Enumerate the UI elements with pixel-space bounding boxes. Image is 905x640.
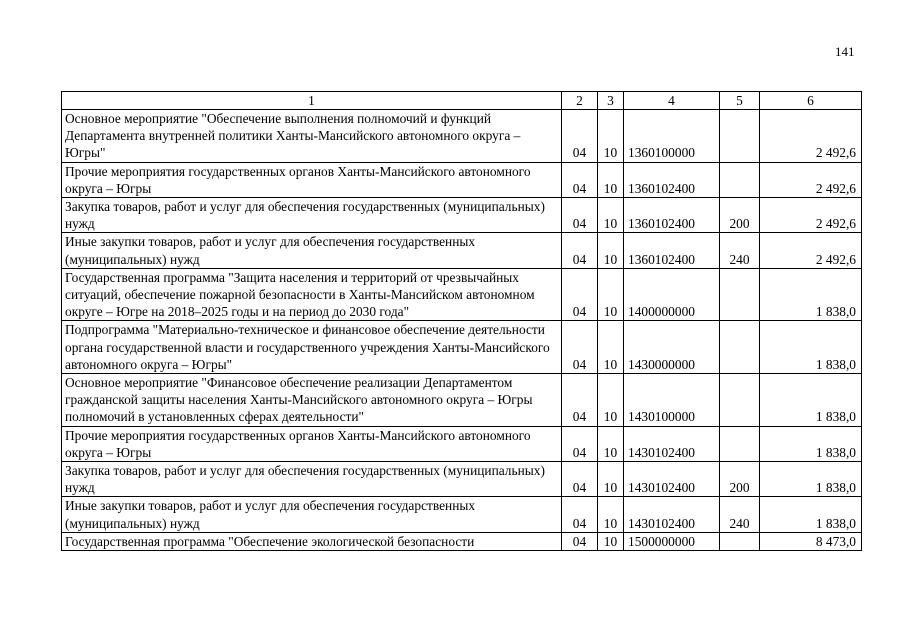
cell-amount: 8 473,0	[760, 532, 862, 550]
cell-subsection: 10	[598, 374, 624, 427]
table-row	[62, 497, 862, 532]
budget-table	[61, 91, 862, 551]
cell-section: 04	[562, 462, 598, 497]
cell-amount: 2 492,6	[760, 162, 862, 197]
column-header-target-code: 4	[624, 92, 720, 110]
cell-amount: 2 492,6	[760, 110, 862, 163]
cell-section: 04	[562, 497, 598, 532]
cell-amount: 1 838,0	[760, 426, 862, 461]
cell-target-code: 1430102400	[624, 462, 720, 497]
cell-name: Основное мероприятие "Финансовое обеспечение реализации Департаментом гражданской защиты населения Ханты-Мансийского автономного округа – Югры полномочий в установленных сферах деятельности"	[62, 374, 562, 427]
cell-name: Прочие мероприятия государственных органов Ханты-Мансийского автономного округа – Югры	[62, 162, 562, 197]
cell-subsection: 10	[598, 162, 624, 197]
cell-expense-type: 240	[720, 497, 760, 532]
cell-section: 04	[562, 374, 598, 427]
column-header-amount: 6	[760, 92, 862, 110]
cell-name: Государственная программа "Обеспечение экологической безопасности	[62, 532, 562, 550]
cell-name: Прочие мероприятия государственных органов Ханты-Мансийского автономного округа – Югры	[62, 426, 562, 461]
cell-section: 04	[562, 162, 598, 197]
cell-section: 04	[562, 321, 598, 374]
cell-section: 04	[562, 198, 598, 233]
cell-name: Закупка товаров, работ и услуг для обеспечения государственных (муниципальных) нужд	[62, 462, 562, 497]
cell-amount: 1 838,0	[760, 497, 862, 532]
cell-expense-type	[720, 532, 760, 550]
cell-amount: 1 838,0	[760, 374, 862, 427]
column-header-subsection: 3	[598, 92, 624, 110]
cell-amount: 1 838,0	[760, 462, 862, 497]
cell-target-code: 1360102400	[624, 162, 720, 197]
column-header-section: 2	[562, 92, 598, 110]
column-header-name: 1	[62, 92, 562, 110]
table-row	[62, 462, 862, 497]
cell-subsection: 10	[598, 321, 624, 374]
cell-name: Иные закупки товаров, работ и услуг для обеспечения государственных (муниципальных) нужд	[62, 233, 562, 268]
table-row	[62, 426, 862, 461]
cell-subsection: 10	[598, 233, 624, 268]
cell-subsection: 10	[598, 268, 624, 321]
cell-subsection: 10	[598, 110, 624, 163]
cell-amount: 2 492,6	[760, 233, 862, 268]
cell-target-code: 1360102400	[624, 198, 720, 233]
cell-expense-type	[720, 268, 760, 321]
cell-expense-type	[720, 321, 760, 374]
cell-subsection: 10	[598, 497, 624, 532]
cell-target-code: 1430100000	[624, 374, 720, 427]
cell-expense-type: 200	[720, 198, 760, 233]
table-row	[62, 233, 862, 268]
table-header-row	[62, 92, 862, 110]
cell-section: 04	[562, 233, 598, 268]
cell-subsection: 10	[598, 462, 624, 497]
cell-expense-type	[720, 110, 760, 163]
cell-amount: 2 492,6	[760, 198, 862, 233]
cell-section: 04	[562, 268, 598, 321]
cell-name: Основное мероприятие "Обеспечение выполнения полномочий и функций Департамента внутренней политики Ханты-Мансийского автономного округа – Югры"	[62, 110, 562, 163]
table-row	[62, 268, 862, 321]
table-row	[62, 162, 862, 197]
cell-expense-type: 200	[720, 462, 760, 497]
cell-target-code: 1360100000	[624, 110, 720, 163]
cell-name: Подпрограмма "Материально-техническое и финансовое обеспечение деятельности органа государственной власти и государственного учреждения Ханты-Мансийского автономного округа – Югры"	[62, 321, 562, 374]
cell-name: Закупка товаров, работ и услуг для обеспечения государственных (муниципальных) нужд	[62, 198, 562, 233]
column-header-expense-type: 5	[720, 92, 760, 110]
cell-target-code: 1400000000	[624, 268, 720, 321]
table-row	[62, 321, 862, 374]
cell-name: Государственная программа "Защита населения и территорий от чрезвычайных ситуаций, обеспечение пожарной безопасности в Ханты-Мансийском автономном округе – Югре на 2018–2025 годы и на период до 2030 года"	[62, 268, 562, 321]
table-row	[62, 374, 862, 427]
cell-section: 04	[562, 110, 598, 163]
table-row	[62, 532, 862, 550]
cell-amount: 1 838,0	[760, 268, 862, 321]
cell-subsection: 10	[598, 198, 624, 233]
table-row	[62, 198, 862, 233]
cell-target-code: 1430102400	[624, 426, 720, 461]
cell-amount: 1 838,0	[760, 321, 862, 374]
cell-expense-type	[720, 162, 760, 197]
cell-target-code: 1360102400	[624, 233, 720, 268]
cell-subsection: 10	[598, 426, 624, 461]
cell-target-code: 1430000000	[624, 321, 720, 374]
cell-name: Иные закупки товаров, работ и услуг для обеспечения государственных (муниципальных) нужд	[62, 497, 562, 532]
cell-section: 04	[562, 532, 598, 550]
cell-target-code: 1500000000	[624, 532, 720, 550]
cell-target-code: 1430102400	[624, 497, 720, 532]
page-number: 141	[835, 44, 855, 59]
cell-expense-type	[720, 374, 760, 427]
cell-section: 04	[562, 426, 598, 461]
table-row	[62, 110, 862, 163]
cell-expense-type: 240	[720, 233, 760, 268]
cell-subsection: 10	[598, 532, 624, 550]
cell-expense-type	[720, 426, 760, 461]
